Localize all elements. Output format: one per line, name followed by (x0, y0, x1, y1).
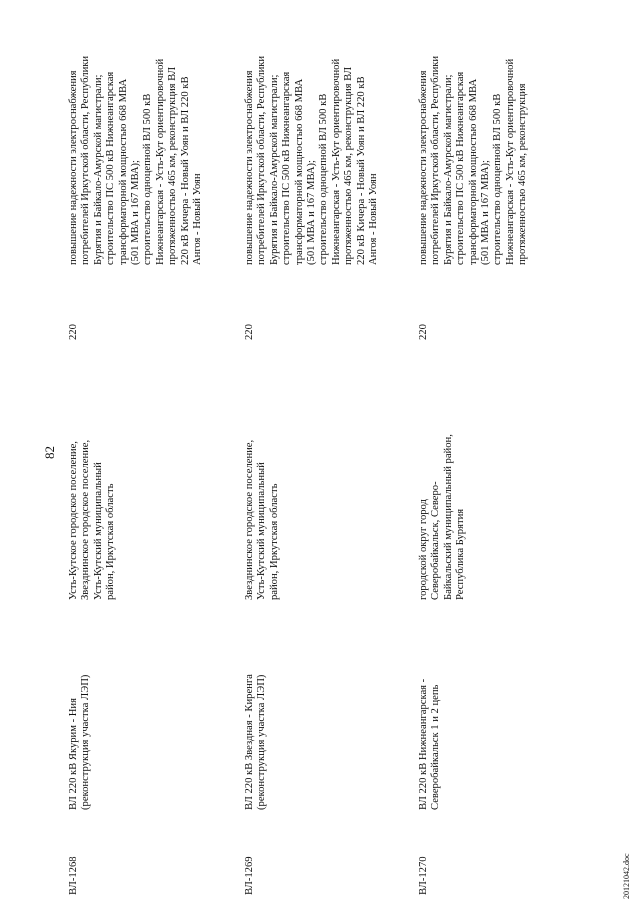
object-location-line: район, Иркутская область (268, 483, 280, 600)
object-location-line: Усть-Кутское городское поселение, (68, 441, 79, 600)
object-purpose-line: потребителей Иркутской области, Республики (430, 55, 442, 265)
object-purpose-line: повышение надежности электроснабжения (418, 70, 429, 265)
object-purpose-line: строительство одноцепной ВЛ 500 кВ (318, 93, 330, 265)
object-name-line: (реконструкция участка ЛЭП) (256, 674, 268, 810)
object-location-line: Усть-Кутский муниципальный (92, 462, 104, 600)
object-purpose-line: Бурятия и Байкало-Амурской магистрали; (442, 74, 454, 265)
object-location-line: Звезднинское городское поселение, (244, 439, 255, 600)
object-purpose-line: Бурятия и Байкало-Амурской магистрали; (92, 74, 104, 265)
object-code: ВЛ-1268 (68, 856, 79, 895)
object-purpose-line: трансформаторной мощностью 668 МВА (293, 78, 305, 265)
object-purpose-line: потребителей Иркутской области, Республики (256, 55, 268, 265)
object-purpose-line: строительство одноцепной ВЛ 500 кВ (492, 93, 504, 265)
object-name-line: Северобайкальск 1 и 2 цепь (430, 684, 442, 810)
object-purpose-line: протяженностью 465 км, реконструкция ВЛ (343, 66, 355, 265)
object-name-line: ВЛ 220 кВ Якурим - Ния (68, 698, 79, 810)
page-number: 82 (42, 446, 57, 459)
object-voltage: 220 (68, 324, 79, 340)
object-purpose-line: строительство ПС 500 кВ Нижнеангарская (455, 71, 467, 265)
object-code: ВЛ-1269 (244, 856, 255, 895)
object-name-line: ВЛ 220 кВ Нижнеангарская - (418, 678, 429, 810)
object-purpose-line: потребителей Иркутской области, Республики (80, 55, 92, 265)
object-purpose-line: строительство одноцепной ВЛ 500 кВ (142, 93, 154, 265)
object-purpose-line: Ангоя - Новый Уоян (192, 173, 204, 265)
object-purpose-line: Ангоя - Новый Уоян (368, 173, 380, 265)
object-purpose-line: протяженностью 465 км, реконструкция ВЛ (167, 66, 179, 265)
object-name (244, 600, 269, 810)
object-location-line: городской округ город (418, 499, 429, 600)
object-purpose-line: повышение надежности электроснабжения (68, 70, 79, 265)
object-location (68, 350, 118, 600)
object-location (418, 350, 468, 600)
object-location-line: Республика Бурятия (455, 508, 467, 600)
object-purpose-line: протяженностью 465 км, реконструкция (517, 83, 529, 265)
object-purpose-line: (501 МВА и 167 МВА); (130, 160, 142, 265)
object-purpose-line: (501 МВА и 167 МВА); (306, 160, 318, 265)
object-voltage: 220 (244, 324, 255, 340)
object-name (418, 600, 443, 810)
object-purpose (418, 5, 530, 265)
object-purpose (244, 5, 380, 265)
object-purpose-line: строительство ПС 500 кВ Нижнеангарская (281, 71, 293, 265)
object-location-line: Байкальский муниципальный район, (442, 434, 454, 600)
object-purpose-line: (501 МВА и 167 МВА); (480, 160, 492, 265)
object-purpose-line: трансформаторной мощностью 668 МВА (467, 78, 479, 265)
object-name (68, 600, 93, 810)
object-purpose-line: 220 кВ Кичера - Новый Уоян и ВЛ 220 кВ (355, 76, 367, 265)
object-purpose-line: Нижнеангарская - Усть-Кут ориентировочной (154, 58, 166, 265)
object-purpose-line: Нижнеангарская - Усть-Кут ориентировочной (504, 58, 516, 265)
object-location (244, 350, 281, 600)
object-purpose-line: повышение надежности электроснабжения (244, 70, 255, 265)
object-code: ВЛ-1270 (418, 856, 429, 895)
object-location-line: район, Иркутская область (105, 483, 117, 600)
object-purpose-line: Бурятия и Байкало-Амурской магистрали; (268, 74, 280, 265)
object-purpose-line: Нижнеангарская - Усть-Кут ориентировочной (330, 58, 342, 265)
object-purpose (68, 5, 204, 265)
object-location-line: Усть-Кутский муниципальный (256, 462, 268, 600)
object-purpose-line: 220 кВ Кичера - Новый Уоян и ВЛ 220 кВ (179, 76, 191, 265)
object-purpose-line: строительство ПС 500 кВ Нижнеангарская (105, 71, 117, 265)
object-name-line: (реконструкция участка ЛЭП) (80, 674, 92, 810)
footer-filename: 20121042.doc (622, 853, 631, 899)
object-location-line: Звезднинское городское поселение, (80, 439, 92, 600)
object-voltage: 220 (418, 324, 429, 340)
object-purpose-line: трансформаторной мощностью 668 МВА (117, 78, 129, 265)
object-name-line: ВЛ 220 кВ Звездная - Киренга (244, 674, 255, 810)
object-location-line: Северобайкальск, Северо- (430, 481, 442, 600)
